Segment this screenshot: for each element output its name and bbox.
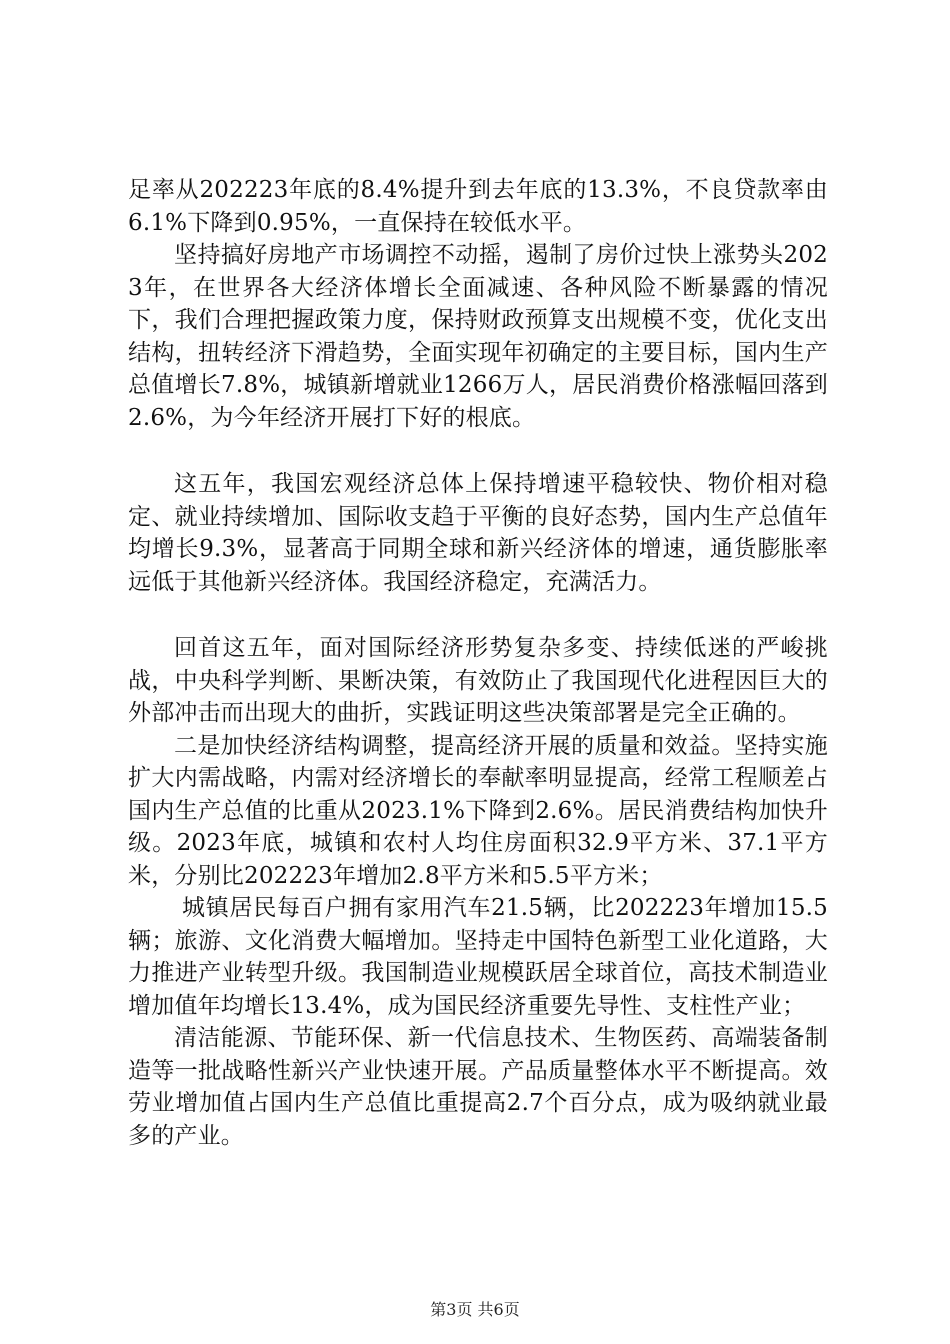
paragraph-3: 这五年，我国宏观经济总体上保持增速平稳较快、物价相对稳定、就业持续增加、国际收支趋于平衡的良好态势，国内生产总值年均增长9.3%，显著高于同期全球和新兴经济体的增速，通货膨胀率远低于其他新兴经济体。我国经济稳定，充满活力。 [128,471,828,595]
paragraph-4: 回首这五年，面对国际经济形势复杂多变、持续低迷的严峻挑战，中央科学判断、果断决策，有效防止了我国现代化进程因巨大的外部冲击而出现大的曲折，实践证明这些决策部署是完全正确的。 [128,635,828,726]
page-number-footer: 第3页 共6页 [430,1300,520,1319]
paragraph-6: 城镇居民每百户拥有家用汽车21.5辆，比202223年增加15.5辆；旅游、文化消费大幅增加。坚持走中国特色新型工业化道路，大力推进产业转型升级。我国制造业规模跃居全球首位，高技术制造业增加值年均增长13.4%，成为国民经济重要先导性、支柱性产业； [128,895,828,1019]
paragraph-7: 清洁能源、节能环保、新一代信息技术、生物医药、高端装备制造等一批战略性新兴产业快速开展。产品质量整体水平不断提高。效劳业增加值占国内生产总值比重提高2.7个百分点，成为吸纳就业最多的产业。 [128,1025,828,1149]
document-body [128,174,828,1152]
paragraph-5: 二是加快经济结构调整，提高经济开展的质量和效益。坚持实施扩大内需战略，内需对经济增长的奉献率明显提高，经常工程顺差占国内生产总值的比重从2023.1%下降到2.6%。居民消费结构加快升级。2023年底，城镇和农村人均住房面积32.9平方米、37.1平方米，分别比202223年增加2.8平方米和5.5平方米； [128,732,828,889]
paragraph-1: 足率从202223年底的8.4%提升到去年底的13.3%，不良贷款率由6.1%下降到0.95%，一直保持在较低水平。 [128,177,828,236]
paragraph-gap [128,434,828,468]
paragraph-2: 坚持搞好房地产市场调控不动摇，遏制了房价过快上涨势头2023年，在世界各大经济体增长全面减速、各种风险不断暴露的情况下，我们合理把握政策力度，保持财政预算支出规模不变，优化支出结构，扭转经济下滑趋势，全面实现年初确定的主要目标，国内生产总值增长7.8%，城镇新增就业1266万人，居民消费价格涨幅回落到2.6%，为今年经济开展打下好的根底。 [128,242,828,431]
paragraph-gap [128,598,828,632]
